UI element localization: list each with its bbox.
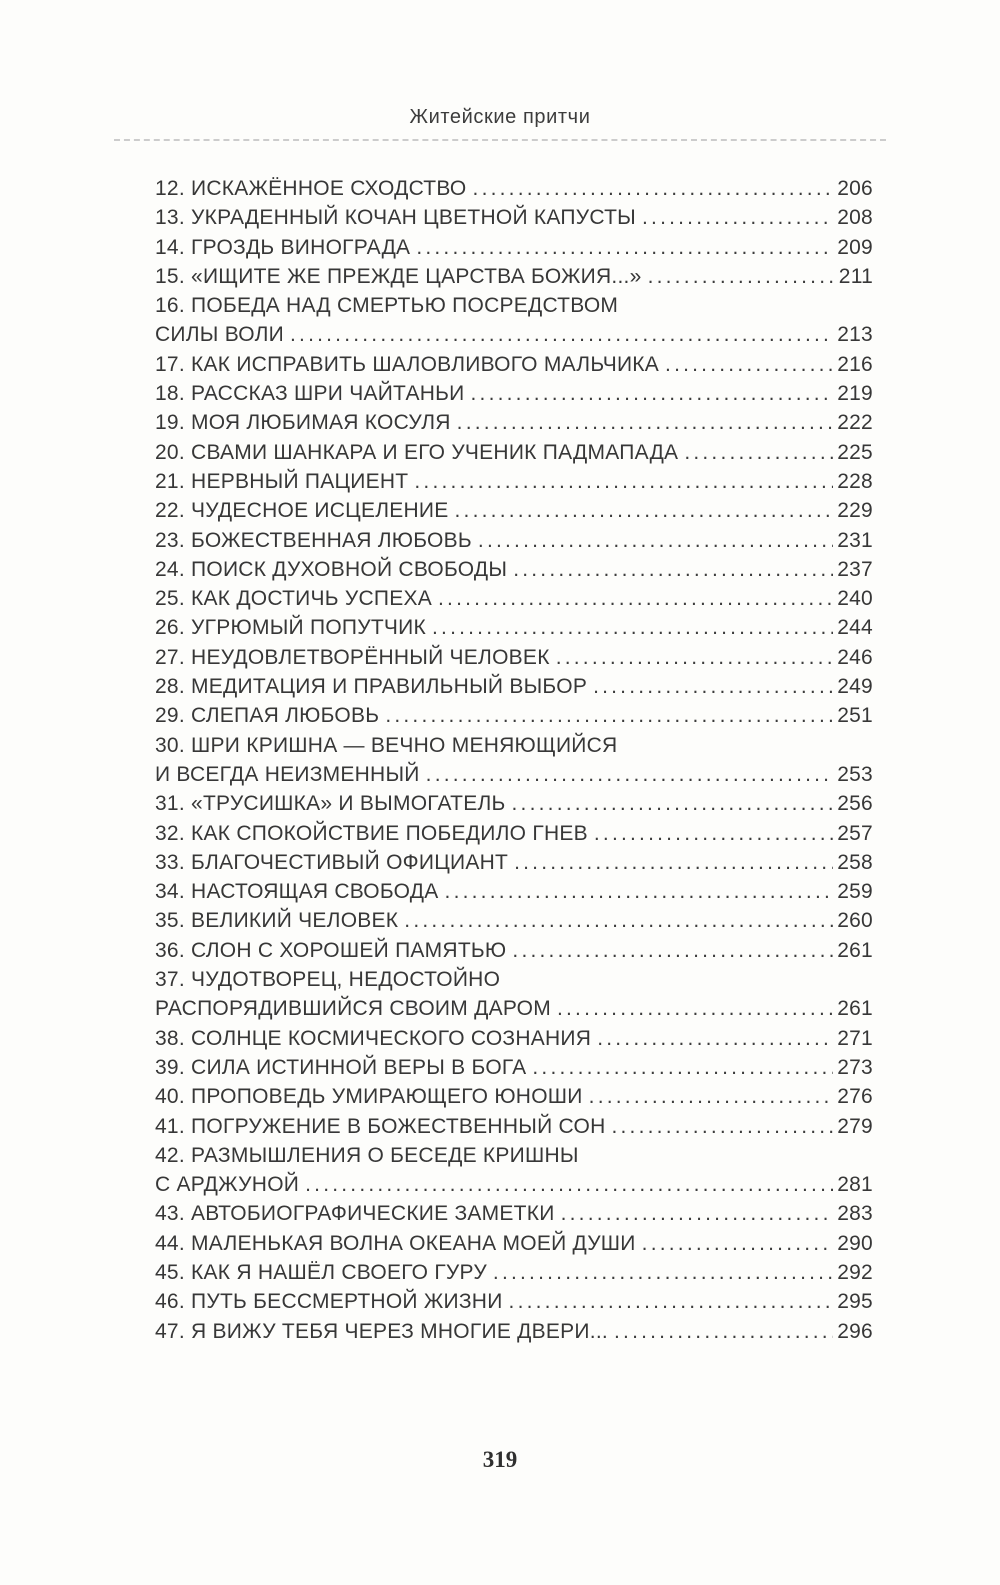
toc-row bbox=[155, 1317, 873, 1346]
toc-row bbox=[155, 701, 873, 730]
toc-entry-page: 296 bbox=[837, 1319, 873, 1343]
toc-entry-page: 261 bbox=[837, 938, 873, 962]
toc-row bbox=[155, 731, 873, 760]
toc-entry-page: 290 bbox=[837, 1231, 873, 1255]
toc-entry-page: 257 bbox=[837, 821, 873, 845]
dot-leader bbox=[455, 496, 834, 525]
toc-row bbox=[155, 994, 873, 1023]
toc-entry-title: 28. МЕДИТАЦИЯ И ПРАВИЛЬНЫЙ ВЫБОР bbox=[155, 675, 588, 699]
dot-leader bbox=[556, 643, 834, 672]
toc-entry-title: 32. КАК СПОКОЙСТВИЕ ПОБЕДИЛО ГНЕВ bbox=[155, 821, 588, 845]
toc-entry-title: 38. СОЛНЦЕ КОСМИЧЕСКОГО СОЗНАНИЯ bbox=[155, 1026, 592, 1050]
toc-row bbox=[155, 936, 873, 965]
toc-entry-title: 42. РАЗМЫШЛЕНИЯ О БЕСЕДЕ КРИШНЫ bbox=[155, 1143, 579, 1167]
toc-entry bbox=[155, 936, 873, 965]
toc-row bbox=[155, 848, 873, 877]
toc-entry-page: 228 bbox=[837, 469, 873, 493]
toc-entry-page: 219 bbox=[837, 382, 873, 406]
toc-entry bbox=[155, 203, 873, 232]
toc-entry-title: 47. Я ВИЖУ ТЕБЯ ЧЕРЕЗ МНОГИЕ ДВЕРИ... bbox=[155, 1319, 608, 1343]
toc-entry-page: 251 bbox=[837, 704, 873, 728]
toc-entry-title: 26. УГРЮМЫЙ ПОПУТЧИК bbox=[155, 616, 426, 640]
dot-leader bbox=[473, 174, 834, 203]
toc-entry-page: 259 bbox=[837, 880, 873, 904]
toc-entry bbox=[155, 1317, 873, 1346]
dot-leader bbox=[305, 1170, 833, 1199]
dot-leader bbox=[290, 320, 833, 349]
toc-entry-title: 33. БЛАГОЧЕСТИВЫЙ ОФИЦИАНТ bbox=[155, 850, 509, 874]
toc-entry-title: 20. СВАМИ ШАНКАРА И ЕГО УЧЕНИК ПАДМАПАДА bbox=[155, 440, 679, 464]
toc-entry-page: 283 bbox=[837, 1202, 873, 1226]
dot-leader bbox=[385, 701, 833, 730]
toc-entry bbox=[155, 672, 873, 701]
toc-entry-page: 260 bbox=[837, 909, 873, 933]
toc-entry bbox=[155, 467, 873, 496]
toc-entry-page: 246 bbox=[837, 645, 873, 669]
toc-entry bbox=[155, 1229, 873, 1258]
toc-entry-title: 36. СЛОН С ХОРОШЕЙ ПАМЯТЬЮ bbox=[155, 938, 507, 962]
toc-row bbox=[155, 789, 873, 818]
toc-entry-title: 12. ИСКАЖЁННОЕ СХОДСТВО bbox=[155, 177, 467, 200]
toc-row bbox=[155, 1112, 873, 1141]
toc-entry-title: 44. МАЛЕНЬКАЯ ВОЛНА ОКЕАНА МОЕЙ ДУШИ bbox=[155, 1231, 636, 1255]
dot-leader bbox=[478, 526, 833, 555]
toc-entry-page: 216 bbox=[837, 352, 873, 376]
page-header bbox=[0, 106, 1000, 141]
toc-entry bbox=[155, 613, 873, 642]
toc-entry-title: СИЛЫ ВОЛИ bbox=[155, 323, 284, 347]
toc-entry-page: 271 bbox=[837, 1026, 873, 1050]
dot-leader bbox=[593, 672, 833, 701]
toc-row bbox=[155, 672, 873, 701]
toc-entry-title: 17. КАК ИСПРАВИТЬ ШАЛОВЛИВОГО МАЛЬЧИКА bbox=[155, 352, 660, 376]
toc-entry bbox=[155, 1199, 873, 1228]
toc-entry-title: 45. КАК Я НАШЁЛ СВОЕГО ГУРУ bbox=[155, 1260, 487, 1284]
toc-entry-title: И ВСЕГДА НЕИЗМЕННЫЙ bbox=[155, 762, 420, 786]
toc-row bbox=[155, 584, 873, 613]
toc-row bbox=[155, 965, 873, 994]
toc-row bbox=[155, 438, 873, 467]
toc-row bbox=[155, 1082, 873, 1111]
dot-leader bbox=[493, 1258, 833, 1287]
toc-entry bbox=[155, 1082, 873, 1111]
toc-entry-page: 206 bbox=[837, 177, 873, 200]
toc-entry-page: 222 bbox=[837, 411, 873, 435]
toc-entry bbox=[155, 877, 873, 906]
toc-entry-title: 24. ПОИСК ДУХОВНОЙ СВОБОДЫ bbox=[155, 557, 508, 581]
toc-entry-page: 244 bbox=[837, 616, 873, 640]
toc-entry-page: 225 bbox=[837, 440, 873, 464]
toc-entry-page: 279 bbox=[837, 1114, 873, 1138]
toc-entry-title: 15. «ИЩИТЕ ЖЕ ПРЕЖДЕ ЦАРСТВА БОЖИЯ...» bbox=[155, 264, 642, 288]
toc-entry bbox=[155, 174, 873, 203]
toc-entry-title: 23. БОЖЕСТВЕННАЯ ЛЮБОВЬ bbox=[155, 528, 472, 552]
dot-leader bbox=[642, 203, 833, 232]
toc-row bbox=[155, 819, 873, 848]
dot-leader bbox=[532, 1053, 833, 1082]
toc-entry-title: 19. МОЯ ЛЮБИМАЯ КОСУЛЯ bbox=[155, 411, 451, 435]
toc-row bbox=[155, 379, 873, 408]
dot-leader bbox=[597, 1024, 833, 1053]
toc-entry-page: 273 bbox=[837, 1055, 873, 1079]
toc-entry-page: 276 bbox=[837, 1085, 873, 1109]
toc-entry-page: 211 bbox=[838, 264, 873, 288]
dot-leader bbox=[684, 438, 833, 467]
toc-row bbox=[155, 877, 873, 906]
toc-entry-title: 21. НЕРВНЫЙ ПАЦИЕНТ bbox=[155, 469, 409, 493]
toc-entry-title: 39. СИЛА ИСТИННОЙ ВЕРЫ В БОГА bbox=[155, 1055, 527, 1079]
toc-entry-title: 34. НАСТОЯЩАЯ СВОБОДА bbox=[155, 880, 439, 904]
dot-leader bbox=[642, 1229, 834, 1258]
toc-entry-page: 295 bbox=[837, 1290, 873, 1314]
toc-row bbox=[155, 555, 873, 584]
dot-leader bbox=[665, 350, 833, 379]
toc-entry bbox=[155, 701, 873, 730]
toc-row bbox=[155, 291, 873, 320]
toc-row bbox=[155, 262, 873, 291]
toc-entry bbox=[155, 1258, 873, 1287]
dot-leader bbox=[557, 994, 833, 1023]
toc-entry-title: 29. СЛЕПАЯ ЛЮБОВЬ bbox=[155, 704, 380, 728]
toc-entry bbox=[155, 555, 873, 584]
dot-leader bbox=[414, 467, 833, 496]
toc-entry bbox=[155, 1112, 873, 1141]
toc-row bbox=[155, 1287, 873, 1316]
toc-row bbox=[155, 233, 873, 262]
dot-leader bbox=[471, 379, 834, 408]
toc-entry-title: 46. ПУТЬ БЕССМЕРТНОЙ ЖИЗНИ bbox=[155, 1290, 503, 1314]
page-footer bbox=[0, 1447, 1000, 1473]
toc-entry bbox=[155, 438, 873, 467]
dot-leader bbox=[512, 936, 833, 965]
toc-entry bbox=[155, 291, 873, 350]
toc-entry bbox=[155, 496, 873, 525]
dot-leader bbox=[594, 819, 833, 848]
toc-entry-page: 208 bbox=[837, 206, 873, 230]
toc-entry-title: 13. УКРАДЕННЫЙ КОЧАН ЦВЕТНОЙ КАПУСТЫ bbox=[155, 206, 636, 230]
dot-leader bbox=[432, 613, 833, 642]
toc-entry-page: 258 bbox=[837, 850, 873, 874]
toc-entry-title: 41. ПОГРУЖЕНИЕ В БОЖЕСТВЕННЫЙ СОН bbox=[155, 1114, 606, 1138]
toc-entry-title: 22. ЧУДЕСНОЕ ИСЦЕЛЕНИЕ bbox=[155, 499, 449, 523]
toc-entry bbox=[155, 848, 873, 877]
toc-entry-title: 18. РАССКАЗ ШРИ ЧАЙТАНЬИ bbox=[155, 382, 465, 406]
toc-entry bbox=[155, 1287, 873, 1316]
toc-row bbox=[155, 906, 873, 935]
dot-leader bbox=[589, 1082, 834, 1111]
toc-entry-page: 213 bbox=[837, 323, 873, 347]
dot-leader bbox=[611, 1112, 833, 1141]
toc-entry bbox=[155, 379, 873, 408]
toc-entry-page: 256 bbox=[837, 792, 873, 816]
toc-entry-page: 231 bbox=[837, 528, 873, 552]
toc-entry-title: 16. ПОБЕДА НАД СМЕРТЬЮ ПОСРЕДСТВОМ bbox=[155, 294, 619, 318]
toc-entry bbox=[155, 262, 873, 291]
toc-entry-title: 25. КАК ДОСТИЧЬ УСПЕХА bbox=[155, 587, 433, 611]
toc-entry bbox=[155, 819, 873, 848]
dot-leader bbox=[509, 1287, 834, 1316]
toc-entry-title: 30. ШРИ КРИШНА — ВЕЧНО МЕНЯЮЩИЙСЯ bbox=[155, 733, 618, 757]
toc-entry-title: 40. ПРОПОВЕДЬ УМИРАЮЩЕГО ЮНОШИ bbox=[155, 1085, 583, 1109]
toc-entry-title: С АРДЖУНОЙ bbox=[155, 1173, 300, 1197]
toc-entry bbox=[155, 906, 873, 935]
toc-row bbox=[155, 467, 873, 496]
dot-leader bbox=[404, 906, 833, 935]
toc-row bbox=[155, 526, 873, 555]
toc-entry bbox=[155, 643, 873, 672]
dot-leader bbox=[445, 877, 834, 906]
toc-row bbox=[155, 613, 873, 642]
toc-entry-page: 253 bbox=[837, 762, 873, 786]
toc-row bbox=[155, 1141, 873, 1170]
toc-row bbox=[155, 1170, 873, 1199]
dot-leader bbox=[514, 848, 833, 877]
toc-entry-title: 35. ВЕЛИКИЙ ЧЕЛОВЕК bbox=[155, 909, 399, 933]
dot-leader bbox=[457, 408, 834, 437]
toc-entry-title: 31. «ТРУСИШКА» И ВЫМОГАТЕЛЬ bbox=[155, 792, 506, 816]
dot-leader bbox=[416, 233, 833, 262]
toc-row bbox=[155, 760, 873, 789]
toc-entry-page: 249 bbox=[837, 675, 873, 699]
dot-leader bbox=[512, 789, 834, 818]
toc-row bbox=[155, 643, 873, 672]
dot-leader bbox=[614, 1317, 833, 1346]
toc-row bbox=[155, 350, 873, 379]
toc-entry-page: 237 bbox=[837, 557, 873, 581]
toc-row bbox=[155, 1053, 873, 1082]
toc-entry-page: 281 bbox=[837, 1173, 873, 1197]
toc-row bbox=[155, 174, 873, 203]
toc-entry-page: 261 bbox=[837, 997, 873, 1021]
toc-row bbox=[155, 1024, 873, 1053]
dot-leader bbox=[438, 584, 833, 613]
toc-entry-title: 43. АВТОБИОГРАФИЧЕСКИЕ ЗАМЕТКИ bbox=[155, 1202, 555, 1226]
toc-row bbox=[155, 1258, 873, 1287]
toc-row bbox=[155, 320, 873, 349]
toc-entry bbox=[155, 233, 873, 262]
toc-row bbox=[155, 408, 873, 437]
toc-entry-title: РАСПОРЯДИВШИЙСЯ СВОИМ ДАРОМ bbox=[155, 997, 551, 1021]
toc-entry bbox=[155, 1024, 873, 1053]
toc-entry-page: 229 bbox=[837, 499, 873, 523]
dot-leader bbox=[513, 555, 833, 584]
toc-entry bbox=[155, 350, 873, 379]
toc-entry bbox=[155, 731, 873, 790]
toc-entry-title: 14. ГРОЗДЬ ВИНОГРАДА bbox=[155, 235, 411, 259]
dot-leader bbox=[561, 1199, 834, 1228]
table-of-contents bbox=[155, 174, 873, 1346]
dot-leader bbox=[426, 760, 834, 789]
toc-entry-title: 37. ЧУДОТВОРЕЦ, НЕДОСТОЙНО bbox=[155, 968, 501, 992]
page-number: 319 bbox=[482, 1447, 518, 1472]
toc-entry bbox=[155, 965, 873, 1024]
toc-row bbox=[155, 1229, 873, 1258]
toc-entry bbox=[155, 1053, 873, 1082]
toc-row bbox=[155, 1199, 873, 1228]
header-divider bbox=[114, 139, 886, 141]
toc-row bbox=[155, 496, 873, 525]
toc-entry-title: 27. НЕУДОВЛЕТВОРЁННЫЙ ЧЕЛОВЕК bbox=[155, 645, 550, 669]
toc-entry-page: 240 bbox=[837, 587, 873, 611]
dot-leader bbox=[648, 262, 835, 291]
toc-row bbox=[155, 203, 873, 232]
toc-entry bbox=[155, 789, 873, 818]
toc-entry bbox=[155, 1141, 873, 1200]
running-header-title: Житейские притчи bbox=[409, 106, 591, 128]
toc-entry-page: 292 bbox=[837, 1260, 873, 1284]
toc-entry bbox=[155, 408, 873, 437]
toc-entry bbox=[155, 584, 873, 613]
toc-entry bbox=[155, 526, 873, 555]
toc-entry-page: 209 bbox=[837, 235, 873, 259]
